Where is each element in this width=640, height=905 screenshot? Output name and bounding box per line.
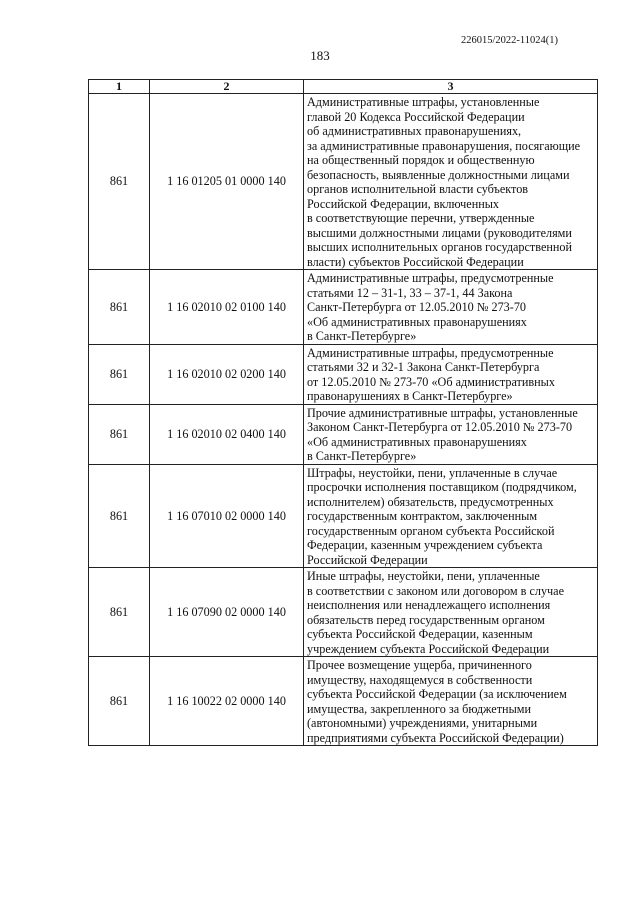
table-row: [89, 344, 598, 404]
description-line: об административных правонарушениях,: [307, 124, 522, 138]
description-line: Административные штрафы, установленные: [307, 95, 540, 109]
description-line: исполнителем) обязательств, предусмотренных: [307, 494, 554, 509]
description-line: просрочки исполнения поставщиком (подрядчиком,: [307, 480, 577, 494]
description-line: в Санкт-Петербурге»: [307, 449, 417, 463]
admin-code-cell: 861: [89, 464, 150, 568]
description-line: предприятиями субъекта Российской Федерации): [307, 730, 564, 745]
budget-classification-code-cell: 1 16 07090 02 0000 140: [150, 568, 304, 657]
description-line: Прочие административные штрафы, установленные: [307, 405, 578, 420]
description-line: государственным контрактом, заключенным: [307, 509, 538, 523]
description-line: высшими должностными лицами (руководителями: [307, 225, 572, 240]
description-line: обязательств перед государственным органом: [307, 612, 545, 627]
admin-code-cell: 861: [89, 94, 150, 270]
description-line: Прочее возмещение ущерба, причиненного: [307, 658, 532, 672]
description-line: власти) субъектов Российской Федерации: [307, 254, 524, 269]
revenue-description-cell: [304, 464, 598, 568]
description-line: безопасность, выявленные должностными лицами: [307, 167, 570, 182]
revenue-description-cell: [304, 568, 598, 657]
document-registration-number: 226015/2022-11024(1): [460, 35, 558, 46]
column-header-2: 2: [150, 80, 304, 94]
revenue-description-cell: [304, 404, 598, 464]
page-number: 183: [310, 48, 330, 63]
description-line: государственным органом субъекта Российской: [307, 523, 555, 538]
description-line: правонарушениях в Санкт-Петербурге»: [307, 389, 513, 403]
budget-classification-code-cell: 1 16 07010 02 0000 140: [150, 464, 304, 568]
description-line: в Санкт-Петербурге»: [307, 329, 417, 343]
admin-code-cell: 861: [89, 270, 150, 345]
description-line: Административные штрафы, предусмотренные: [307, 345, 554, 360]
description-line: Российской Федерации: [307, 552, 428, 567]
table-row: [89, 464, 598, 568]
column-header-3: 3: [304, 80, 598, 94]
description-line: субъекта Российской Федерации (за исключением: [307, 687, 567, 701]
table-row: [89, 568, 598, 657]
admin-code-cell: 861: [89, 344, 150, 404]
budget-classification-code-cell: 1 16 10022 02 0000 140: [150, 657, 304, 746]
description-line: Российской Федерации, включенных: [307, 196, 500, 211]
revenue-description-cell: [304, 94, 598, 270]
revenue-codes-table: [88, 79, 598, 746]
table-row: [89, 404, 598, 464]
budget-classification-code-cell: 1 16 02010 02 0100 140: [150, 270, 304, 345]
admin-code-cell: 861: [89, 657, 150, 746]
budget-classification-code-cell: 1 16 02010 02 0400 140: [150, 404, 304, 464]
description-line: от 12.05.2010 № 273-70 «Об административных: [307, 374, 555, 389]
description-line: имущества, закрепленного за бюджетными: [307, 701, 531, 716]
description-line: Штрафы, неустойки, пени, уплаченные в случае: [307, 465, 558, 480]
description-line: «Об административных правонарушениях: [307, 314, 527, 329]
revenue-description-cell: [304, 657, 598, 746]
description-line: статьями 32 и 32-1 Закона Санкт-Петербурга: [307, 360, 540, 374]
description-line: главой 20 Кодекса Российской Федерации: [307, 109, 525, 124]
description-line: учреждением субъекта Российской Федерации: [307, 641, 550, 656]
revenue-description-cell: [304, 344, 598, 404]
description-line: статьями 12 – 31-1, 33 – 37-1, 44 Закона: [307, 285, 513, 300]
description-line: Федерации, казенным учреждением субъекта: [307, 538, 543, 552]
description-line: за административные правонарушения, посягающие: [307, 138, 581, 153]
admin-code-cell: 861: [89, 568, 150, 657]
description-line: неисполнения или ненадлежащего исполнения: [307, 598, 551, 612]
column-header-1: 1: [89, 80, 150, 94]
table-row: [89, 657, 598, 746]
description-line: «Об административных правонарушениях: [307, 434, 527, 449]
table-body: [89, 94, 598, 746]
admin-code-cell: 861: [89, 404, 150, 464]
budget-classification-code-cell: 1 16 02010 02 0200 140: [150, 344, 304, 404]
description-line: на общественный порядок и общественную: [307, 153, 535, 167]
description-line: субъекта Российской Федерации, казенным: [307, 627, 533, 641]
revenue-description-cell: [304, 270, 598, 345]
description-line: высших исполнительных органов государственной: [307, 240, 573, 254]
description-line: в соответствующие перечни, утвержденные: [307, 211, 535, 225]
table-row: [89, 270, 598, 345]
description-line: Иные штрафы, неустойки, пени, уплаченные: [307, 569, 540, 583]
description-line: (автономными) учреждениями, унитарными: [307, 716, 538, 730]
description-line: Санкт-Петербурга от 12.05.2010 № 273-70: [307, 300, 527, 314]
table-row: [89, 94, 598, 270]
table-header-row: [89, 80, 598, 94]
description-line: Административные штрафы, предусмотренные: [307, 271, 554, 285]
budget-classification-code-cell: 1 16 01205 01 0000 140: [150, 94, 304, 270]
description-line: в соответствии с законом или договором в случае: [307, 583, 565, 598]
description-line: Законом Санкт-Петербурга от 12.05.2010 № 273-70: [307, 420, 573, 434]
description-line: органов исполнительной власти субъектов: [307, 182, 529, 196]
description-line: имуществу, находящемуся в собственности: [307, 672, 533, 687]
